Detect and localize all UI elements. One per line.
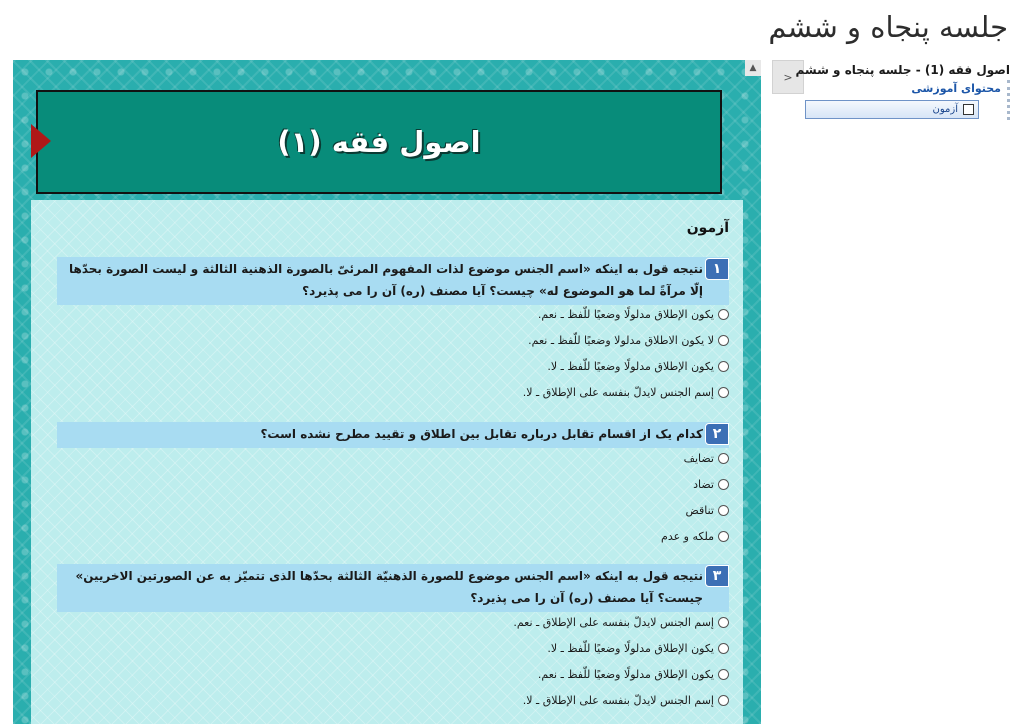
option[interactable]: یکون الإطلاق مدلولًا وضعیًا للّفظ ـ لا. [547, 642, 729, 655]
option[interactable]: تناقض [686, 504, 729, 517]
quiz-title: آزمون [686, 220, 729, 236]
question-number: ۳ [705, 565, 729, 587]
question-text: نتیجه قول به اینکه «اسم الجنس موضوع للصورة الذهنیّة الثالثة بحدّها الذی تتمیّز به عن الصورتین الاخریین» چیست؟ آیا مصنف (ره) آن را می پذیرد؟ [75, 569, 703, 605]
question-number: ۱ [705, 258, 729, 280]
question-number: ۲ [705, 423, 729, 445]
section-link-educational-content[interactable]: محتوای آموزشی [911, 82, 1001, 95]
option[interactable]: لا یکون الاطلاق مدلولا وضعیًا للّفظ ـ نعم. [528, 334, 729, 347]
radio-button[interactable] [718, 309, 729, 320]
content-frame [13, 60, 761, 724]
option[interactable]: یکون الإطلاق مدلولًا وضعیًا للّفظ ـ نعم. [538, 308, 729, 321]
option[interactable]: یکون الإطلاق مدلولًا وضعیًا للّفظ ـ لا. [547, 360, 729, 373]
option[interactable]: تضاد [693, 478, 729, 491]
banner-arrow-icon [31, 124, 51, 158]
radio-button[interactable] [718, 361, 729, 372]
radio-button[interactable] [718, 695, 729, 706]
radio-button[interactable] [718, 335, 729, 346]
banner-title: اصول فقه (۱) [277, 125, 481, 159]
quiz-panel [31, 200, 743, 724]
page-title: جلسه پنجاه و ششم [768, 10, 1008, 44]
option[interactable]: یکون الإطلاق مدلولًا وضعیًا للّفظ ـ نعم. [538, 668, 729, 681]
radio-button[interactable] [718, 453, 729, 464]
option[interactable]: إسم الجنس لایدلّ بنفسه علی الإطلاق ـ لا. [523, 694, 729, 707]
option[interactable]: إسم الجنس لایدلّ بنفسه علی الإطلاق ـ نعم. [513, 616, 729, 629]
lesson-banner [36, 90, 722, 194]
radio-button[interactable] [718, 387, 729, 398]
scroll-up-arrow-icon[interactable]: ▲ [745, 60, 761, 76]
question-text: نتیجه قول به اینکه «اسم الجنس موضوع لذات المفهوم المرئیّ بالصورة الذهنیة الثالثة و لیست الصورة بحدّها إلّا مرآةً لما هو الموضوع له» چیست؟ آیا مصنف (ره) آن را می پذیرد؟ [69, 262, 703, 298]
option[interactable]: تضایف [684, 452, 729, 465]
option[interactable]: ملکه و عدم [661, 530, 729, 543]
radio-button[interactable] [718, 617, 729, 628]
checkbox-icon[interactable] [963, 104, 974, 115]
course-navigation [772, 60, 1022, 130]
radio-button[interactable] [718, 505, 729, 516]
question-3 [57, 564, 729, 612]
collapse-button[interactable]: < [772, 60, 804, 94]
course-title[interactable]: اصول فقه (1) - جلسه پنجاه و ششم [795, 63, 1010, 77]
radio-button[interactable] [718, 531, 729, 542]
nav-item-label: آزمون [932, 104, 958, 115]
option[interactable]: إسم الجنس لایدلّ بنفسه علی الإطلاق ـ لا. [523, 386, 729, 399]
nav-item-quiz[interactable] [805, 100, 979, 119]
question-1 [57, 257, 729, 305]
radio-button[interactable] [718, 479, 729, 490]
question-text: کدام یک از اقسام تقابل درباره تقابل بین اطلاق و تقیید مطرح نشده است؟ [260, 427, 703, 441]
tree-line [1006, 80, 1010, 120]
question-2 [57, 422, 729, 448]
radio-button[interactable] [718, 669, 729, 680]
radio-button[interactable] [718, 643, 729, 654]
